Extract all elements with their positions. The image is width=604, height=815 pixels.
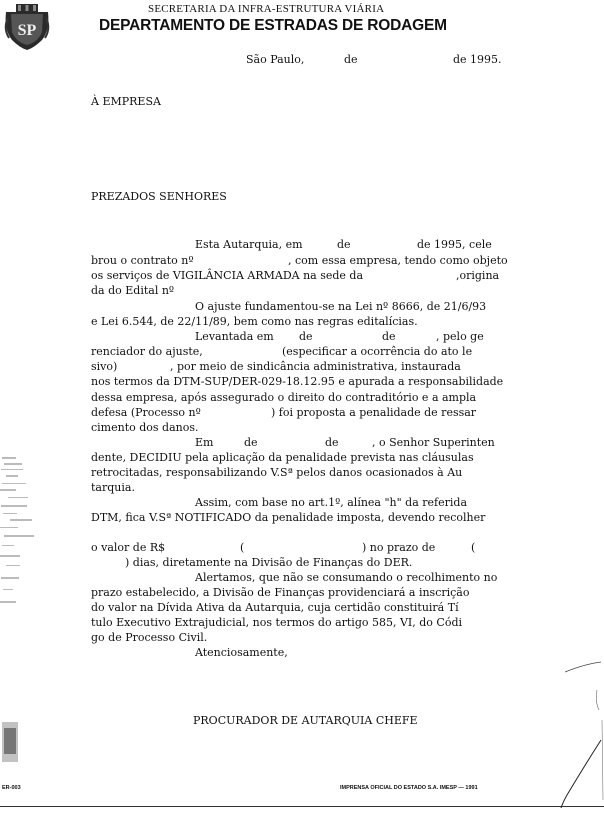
body-text: Em [195,436,214,449]
body-text: , por meio de sindicância administrativa, instaurada [170,360,461,373]
body-text: ( [471,541,476,554]
body-text: da do Edital nº [91,284,175,297]
body-text: ) foi proposta a penalidade de ressar [271,406,477,419]
closing-line: Atenciosamente, [195,646,288,659]
body-text: de [337,238,351,251]
scan-noise-left [0,455,40,615]
body-text: , o Senhor Superinten [372,436,495,449]
body-text: renciador do ajuste, [91,345,203,358]
sao-paulo-seal-logo [2,2,52,52]
body-text: sivo) [91,360,118,373]
body-text: prazo estabelecido, a Divisão de Finanças providenciará a inscrição [91,586,470,599]
body-text: o valor de R$ [91,541,166,554]
body-text: go de Processo Civil. [91,631,208,644]
salutation-line: PREZADOS SENHORES [91,190,227,203]
body-text: tulo Executivo Extrajudicial, nos termos do artigo 585, VI, do Códi [91,616,463,629]
body-text: os serviços de VIGILÂNCIA ARMADA na sede da [91,269,364,282]
body-text: de [325,436,339,449]
body-text: do valor na Dívida Ativa da Autarquia, cuja certidão constituirá Tí [91,601,459,614]
secretaria-label: SECRETARIA DA INFRA-ESTRUTURA VIÁRIA [148,3,385,15]
body-text: de [382,330,396,343]
body-text: de [299,330,313,343]
body-text: ) dias, diretamente na Divisão de Finanças do DER. [125,556,413,569]
scan-noise-bottom-left [0,718,22,768]
date-de-2: de 1995. [453,53,502,66]
body-text: de [244,436,258,449]
body-text: ( [240,541,245,554]
body-text: nos termos da DTM-SUP/DER-029-18.12.95 e apurada a responsabilidade [91,375,504,388]
body-text: de 1995, cele [417,238,492,251]
body-text: ) no prazo de [362,541,436,554]
printer-credit: IMPRENSA OFICIAL DO ESTADO S.A. IMESP — 1991 [340,785,478,791]
body-text: brou o contrato nº [91,254,194,267]
form-code: ER-003 [2,785,21,791]
svg-text:SP: SP [17,22,37,39]
recipient-line: À EMPRESA [91,95,161,108]
body-text: ,origina [456,269,500,282]
body-text: Alertamos, que não se consumando o recolhimento no [195,571,498,584]
body-text: Esta Autarquia, em [195,238,303,251]
body-text: Assim, com base no art.1º, alínea "h" da referida [195,496,468,509]
body-text: defesa (Processo nº [91,406,201,419]
signature-title: PROCURADOR DE AUTARQUIA CHEFE [193,714,418,727]
body-text: O ajuste fundamentou-se na Lei nº 8666, de 21/6/93 [195,300,487,313]
body-text: tarquia. [91,481,135,494]
bottom-rule [0,806,604,807]
body-text: e Lei 6.544, de 22/11/89, bem como nas regras editalícias. [91,315,418,328]
body-text: retrocitadas, responsabilizando V.Sª pelos danos ocasionados à Au [91,466,463,479]
body-text: cimento dos danos. [91,421,199,434]
body-text: , com essa empresa, tendo como objeto [288,254,508,267]
body-text: Levantada em [195,330,274,343]
date-city: São Paulo, [246,53,305,66]
department-title: DEPARTAMENTO DE ESTRADAS DE RODAGEM [99,17,447,34]
body-text: (especificar a ocorrência do ato le [282,345,473,358]
body-text: , pelo ge [436,330,484,343]
body-text: DTM, fica V.Sª NOTIFICADO da penalidade imposta, devendo recolher [91,511,486,524]
body-text: dessa empresa, após assegurado o direito do contraditório e a ampla [91,391,477,404]
scan-marks-right [545,660,604,810]
body-text: dente, DECIDIU pela aplicação da penalidade prevista nas cláusulas [91,451,474,464]
date-de-1: de [344,53,358,66]
